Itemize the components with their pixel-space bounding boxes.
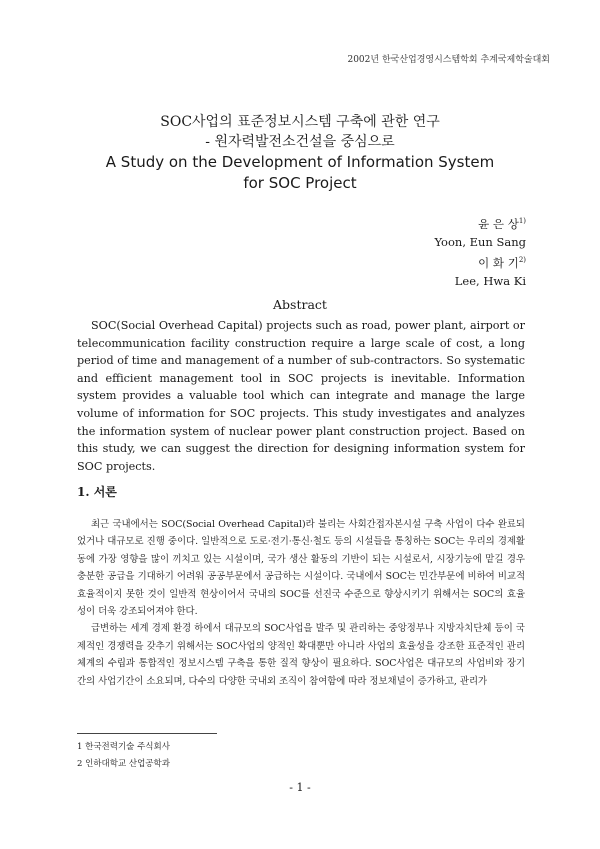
author-2-footnote-mark: 2): [518, 255, 526, 264]
author-2-english: Lee, Hwa Ki: [454, 273, 526, 288]
conference-header: 2002년 한국산업경영시스템학회 추계국제학술대회: [347, 55, 550, 65]
author-1-korean: 윤 은 상$^{1)}$: [478, 216, 526, 231]
section-1-body: [77, 516, 525, 690]
author-list: [434, 212, 526, 290]
title-korean-line2: - 원자력발전소건설을 중심으로: [205, 134, 395, 150]
author-1-english: Yoon, Eun Sang: [434, 234, 526, 249]
section-1-paragraph-1: 최근 국내에서는 SOC(Social Overhead Capital)라 불리는 사회간접자본시설 구축 사업이 다수 완료되었거나 대규모로 진행 중이다. 일반적으로 도로·전기·통신·철도 등의 시설들을 통칭하는 SOC는 우리의 경제활동에 가장 영향을 많이 끼치고 있는 시설이며, 국가 생산 활동의 기반이 되는 시설로서, 시장기능에 맡길 경우 충분한 공급을 기대하기 어려워 공공부문에서 공급하는 시설이다. 국내에서 SOC는 민간부문에 비하여 비교적 효율적이지 못한 것이 일반적 현상이어서 국내의 SOC를 선진국 수준으로 향상시키기 위해서는 SOC의 효율성이 더욱 강조되어져야 한다.: [77, 519, 525, 618]
abstract-body: SOC(Social Overhead Capital) projects such as road, power plant, airport or telecommunication facility construction require a large scale of cost, a long period of time and management of a number of sub-contractors. So systematic and efficient management tool in SOC projects is inevitable. Information system provides a valuable tool which can integrate and manage the large volume of information for SOC projects. This study investigates and analyzes the information system of nuclear power plant construction project. Based on this study, we can suggest the direction for designing information system for SOC projects.: [77, 319, 525, 473]
title-english-line1: A Study on the Development of Information System: [105, 153, 495, 171]
author-1-footnote-mark: 1): [518, 217, 526, 225]
author-2-korean: 이 화 기$^{2)}$: [478, 255, 526, 270]
title-korean-line1: SOC사업의 표준정보시스템 구축에 관한 연구: [160, 114, 440, 130]
section-1-heading: 1. 서론: [77, 485, 117, 499]
footnote-divider: [77, 733, 217, 734]
title-block: [0, 112, 600, 194]
section-1-paragraph-2: 급변하는 세계 경제 환경 하에서 대규모의 SOC사업을 발주 및 관리하는 중앙정부나 지방자치단체 등이 국제적인 경쟁력을 갖추기 위해서는 SOC사업의 양적인 확대뿐만 아니라 사업의 효율성을 강조한 표준적인 관리체계의 수립과 통합적인 정보시스템 구축을 통한 질적 향상이 필요하다. SOC사업은 대규모의 사업비와 장기간의 사업기간이 소요되며, 다수의 다양한 국내외 조직이 참여함에 따라 정보채널이 증가하고, 관리가: [77, 623, 525, 687]
footnote-1: 1 한국전력기술 주식회사: [77, 742, 170, 752]
title-english-line2: for SOC Project: [243, 174, 357, 192]
footnote-2: 2 인하대학교 산업공학과: [77, 759, 170, 769]
page-number: - 1 -: [289, 781, 311, 794]
abstract-heading: Abstract: [273, 297, 327, 312]
footnotes: [77, 739, 170, 773]
